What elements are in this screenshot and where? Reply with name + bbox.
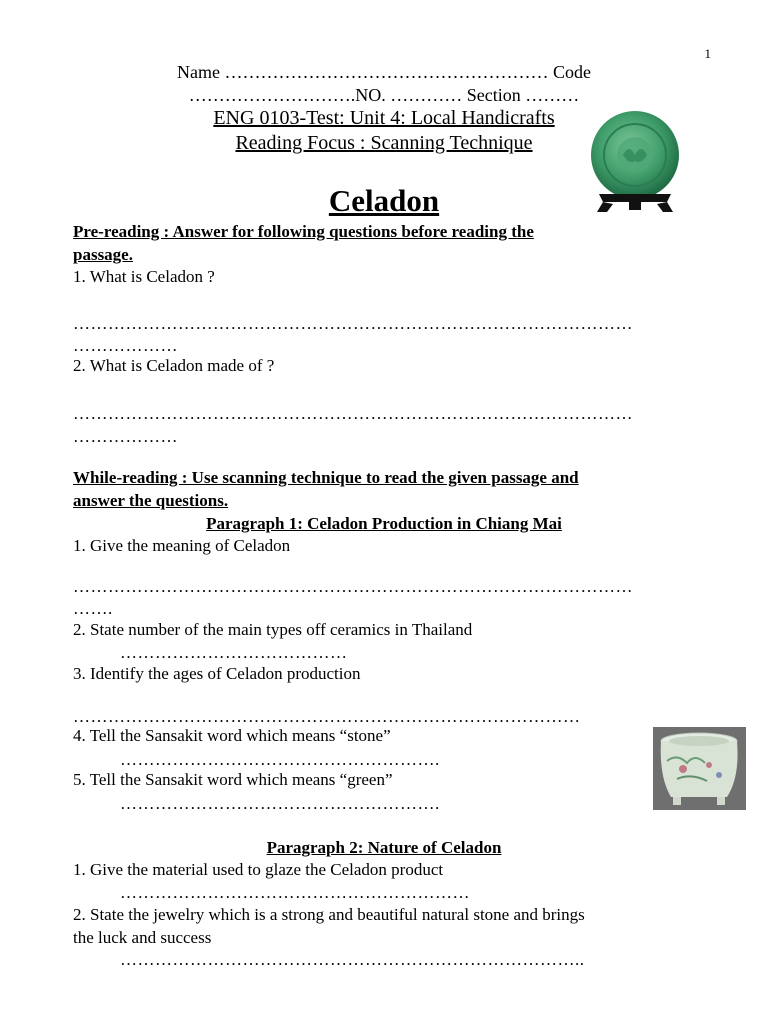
while-reading-heading-cont: answer the questions. xyxy=(73,491,229,510)
p1-q4-answer-line[interactable]: ………………………………………………. xyxy=(120,750,440,769)
p1-q3: 3. Identify the ages of Celadon production xyxy=(73,664,361,683)
p2-q1: 1. Give the material used to glaze the Celadon product xyxy=(73,860,444,879)
test-title: ENG 0103-Test: Unit 4: Local Handicrafts xyxy=(213,107,555,129)
paragraph1-heading: Paragraph 1: Celadon Production in Chiang Mai xyxy=(206,514,562,533)
pre-q1-answer-line-cont[interactable]: ……………… xyxy=(73,336,178,355)
while-reading-heading: While-reading : Use scanning technique to read the given passage and xyxy=(73,468,579,487)
name-code-line: Name ……………………………………………… Code xyxy=(177,62,591,82)
pre-q2-answer-line[interactable]: …………………………………………………………………………………… xyxy=(73,404,633,423)
p1-q1-answer-line-cont[interactable]: ……. xyxy=(73,599,113,618)
document-title: Celadon xyxy=(328,183,440,218)
pre-q1-answer-line[interactable]: …………………………………………………………………………………… xyxy=(73,314,633,333)
celadon-pot-image xyxy=(653,727,746,810)
p1-q2-answer-line[interactable]: ………………………………… xyxy=(120,643,348,662)
pre-reading-heading: Pre-reading : Answer for following questions before reading the xyxy=(73,222,534,241)
reading-focus: Reading Focus : Scanning Technique xyxy=(235,132,533,154)
p1-q3-answer-line[interactable]: …………………………………………………………………………… xyxy=(73,707,581,726)
pre-q1: 1. What is Celadon ? xyxy=(73,267,215,286)
paragraph2-heading: Paragraph 2: Nature of Celadon xyxy=(266,838,502,857)
p1-q1-answer-line[interactable]: …………………………………………………………………………………… xyxy=(73,577,633,596)
p2-q2: 2. State the jewelry which is a strong and beautiful natural stone and brings xyxy=(73,905,585,924)
pre-reading-heading-cont: passage. xyxy=(73,245,133,264)
p1-q1: 1. Give the meaning of Celadon xyxy=(73,536,291,555)
page-number: 1 xyxy=(704,46,711,61)
p2-q2-answer-line[interactable]: …………………………………………………………………….. xyxy=(120,950,585,969)
pre-q2-answer-line-cont[interactable]: ……………… xyxy=(73,427,178,446)
p2-q2-cont: the luck and success xyxy=(73,928,212,947)
no-section-line: ……………………….NO. ………… Section ……… xyxy=(188,85,580,105)
p1-q5: 5. Tell the Sansakit word which means “green” xyxy=(73,770,393,789)
p2-q1-answer-line[interactable]: …………………………………………………… xyxy=(120,883,470,902)
p1-q5-answer-line[interactable]: ………………………………………………. xyxy=(120,794,440,813)
p1-q2: 2. State number of the main types off ceramics in Thailand xyxy=(73,620,473,639)
pre-q2: 2. What is Celadon made of ? xyxy=(73,356,275,375)
p1-q4: 4. Tell the Sansakit word which means “stone” xyxy=(73,726,391,745)
